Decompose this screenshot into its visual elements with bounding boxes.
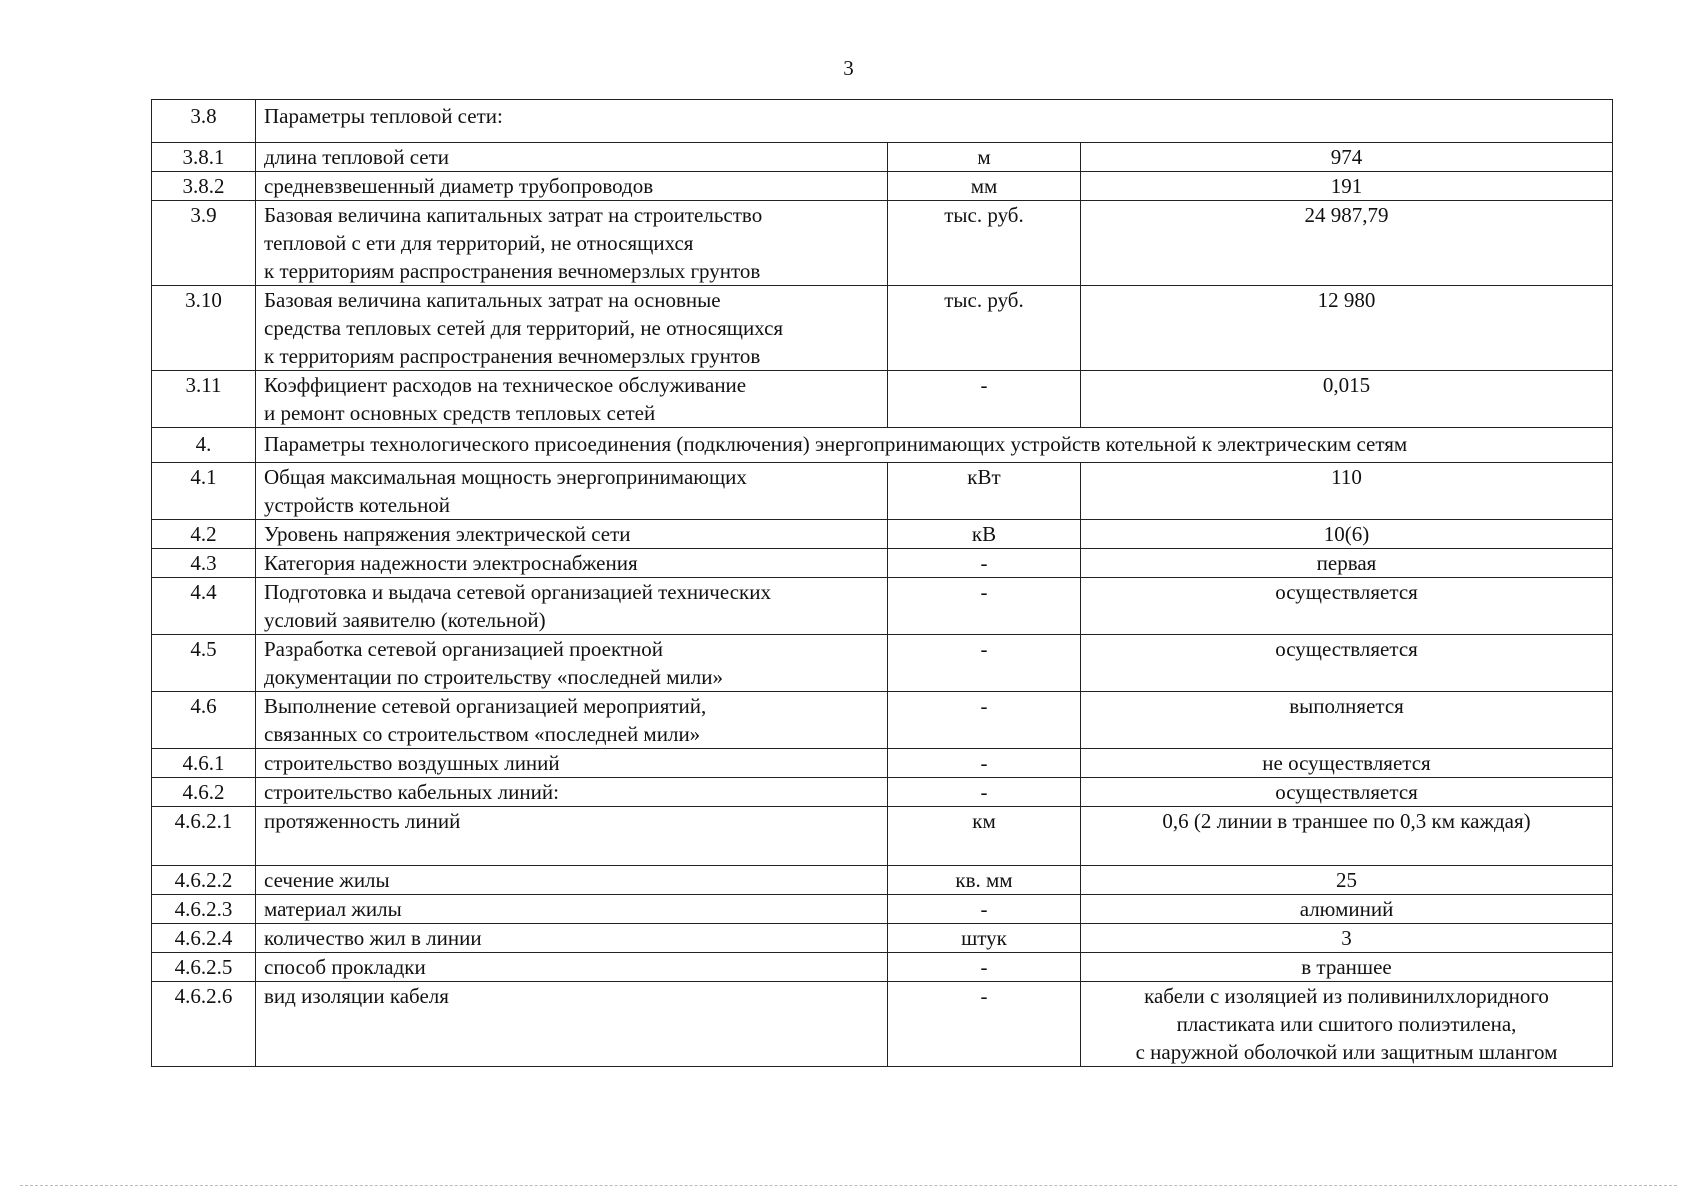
row-name: Общая максимальная мощность энергопринимающих устройств котельной xyxy=(256,463,888,520)
section-number: 3.8 xyxy=(152,100,256,143)
row-number: 4.6.2.4 xyxy=(152,924,256,953)
table-row xyxy=(152,807,1613,866)
row-unit: - xyxy=(888,982,1081,1067)
row-value: 0,015 xyxy=(1081,371,1613,428)
table-row xyxy=(152,172,1613,201)
section-number: 4. xyxy=(152,428,256,463)
table-row xyxy=(152,520,1613,549)
row-number: 4.6 xyxy=(152,692,256,749)
row-value: 3 xyxy=(1081,924,1613,953)
table-row xyxy=(152,286,1613,371)
row-unit: штук xyxy=(888,924,1081,953)
row-name: Базовая величина капитальных затрат на основные средства тепловых сетей для территорий, не относящихся к территориям распространения вечномерзлых грунтов xyxy=(256,286,888,371)
row-unit: кв. мм xyxy=(888,866,1081,895)
row-unit: м xyxy=(888,143,1081,172)
row-name: строительство воздушных линий xyxy=(256,749,888,778)
table-row xyxy=(152,143,1613,172)
table-row xyxy=(152,201,1613,286)
row-value: 974 xyxy=(1081,143,1613,172)
table-row xyxy=(152,982,1613,1067)
row-unit: км xyxy=(888,807,1081,866)
table-row xyxy=(152,463,1613,520)
table-row xyxy=(152,749,1613,778)
row-number: 4.3 xyxy=(152,549,256,578)
table-row xyxy=(152,549,1613,578)
row-name: Категория надежности электроснабжения xyxy=(256,549,888,578)
row-name: Базовая величина капитальных затрат на строительство тепловой с ети для территорий, не относящихся к территориям распространения вечномерзлых грунтов xyxy=(256,201,888,286)
row-unit: кВ xyxy=(888,520,1081,549)
row-unit: тыс. руб. xyxy=(888,201,1081,286)
section-title: Параметры технологического присоединения (подключения) энергопринимающих устройств котельной к электрическим сетям xyxy=(256,428,1613,463)
row-unit: - xyxy=(888,778,1081,807)
row-value: осуществляется xyxy=(1081,635,1613,692)
row-name: Уровень напряжения электрической сети xyxy=(256,520,888,549)
row-number: 4.6.2.3 xyxy=(152,895,256,924)
page-number: 3 xyxy=(843,56,854,80)
row-value: 191 xyxy=(1081,172,1613,201)
section-row-3-8 xyxy=(152,100,1613,143)
table-row xyxy=(152,778,1613,807)
row-number: 4.6.2.6 xyxy=(152,982,256,1067)
row-unit: - xyxy=(888,635,1081,692)
row-value: первая xyxy=(1081,549,1613,578)
row-value: 0,6 (2 линии в траншее по 0,3 км каждая) xyxy=(1081,807,1613,866)
section-row-4 xyxy=(152,428,1613,463)
table-row xyxy=(152,635,1613,692)
row-number: 4.6.2 xyxy=(152,778,256,807)
row-name: строительство кабельных линий: xyxy=(256,778,888,807)
table-row xyxy=(152,578,1613,635)
row-number: 4.6.1 xyxy=(152,749,256,778)
row-name: сечение жилы xyxy=(256,866,888,895)
row-number: 3.9 xyxy=(152,201,256,286)
row-unit: - xyxy=(888,692,1081,749)
table-row xyxy=(152,371,1613,428)
row-unit: мм xyxy=(888,172,1081,201)
row-value: в траншее xyxy=(1081,953,1613,982)
row-unit: - xyxy=(888,895,1081,924)
row-name: Коэффициент расходов на техническое обслуживание и ремонт основных средств тепловых сетей xyxy=(256,371,888,428)
page-edge-divider xyxy=(20,1185,1677,1186)
row-unit: кВт xyxy=(888,463,1081,520)
row-number: 4.2 xyxy=(152,520,256,549)
row-value: алюминий xyxy=(1081,895,1613,924)
row-value: не осуществляется xyxy=(1081,749,1613,778)
table-row xyxy=(152,866,1613,895)
row-name: Выполнение сетевой организацией мероприятий, связанных со строительством «последней мили» xyxy=(256,692,888,749)
row-number: 4.6.2.5 xyxy=(152,953,256,982)
row-value: 24 987,79 xyxy=(1081,201,1613,286)
row-unit: тыс. руб. xyxy=(888,286,1081,371)
section-title: Параметры тепловой сети: xyxy=(256,100,1613,143)
row-unit: - xyxy=(888,549,1081,578)
table-row xyxy=(152,895,1613,924)
row-name: вид изоляции кабеля xyxy=(256,982,888,1067)
row-unit: - xyxy=(888,578,1081,635)
row-value: кабели с изоляцией из поливинилхлоридного пластиката или сшитого полиэтилена, с наружной оболочкой или защитным шлангом xyxy=(1081,982,1613,1067)
row-number: 3.11 xyxy=(152,371,256,428)
row-name: длина тепловой сети xyxy=(256,143,888,172)
row-name: средневзвешенный диаметр трубопроводов xyxy=(256,172,888,201)
row-name: способ прокладки xyxy=(256,953,888,982)
row-number: 4.6.2.2 xyxy=(152,866,256,895)
row-value: 25 xyxy=(1081,866,1613,895)
row-value: 10(6) xyxy=(1081,520,1613,549)
row-number: 4.4 xyxy=(152,578,256,635)
table-row xyxy=(152,953,1613,982)
row-number: 4.6.2.1 xyxy=(152,807,256,866)
row-name: количество жил в линии xyxy=(256,924,888,953)
row-value: осуществляется xyxy=(1081,778,1613,807)
table-row xyxy=(152,692,1613,749)
row-number: 4.1 xyxy=(152,463,256,520)
row-value: 110 xyxy=(1081,463,1613,520)
row-value: 12 980 xyxy=(1081,286,1613,371)
row-value: осуществляется xyxy=(1081,578,1613,635)
table-row xyxy=(152,924,1613,953)
row-number: 3.8.1 xyxy=(152,143,256,172)
row-number: 3.8.2 xyxy=(152,172,256,201)
row-value: выполняется xyxy=(1081,692,1613,749)
row-name: материал жилы xyxy=(256,895,888,924)
row-number: 3.10 xyxy=(152,286,256,371)
row-unit: - xyxy=(888,749,1081,778)
row-unit: - xyxy=(888,371,1081,428)
row-name: Подготовка и выдача сетевой организацией технических условий заявителю (котельной) xyxy=(256,578,888,635)
row-number: 4.5 xyxy=(152,635,256,692)
row-unit: - xyxy=(888,953,1081,982)
row-name: Разработка сетевой организацией проектной документации по строительству «последней мили» xyxy=(256,635,888,692)
row-name: протяженность линий xyxy=(256,807,888,866)
parameters-table xyxy=(151,99,1613,1067)
